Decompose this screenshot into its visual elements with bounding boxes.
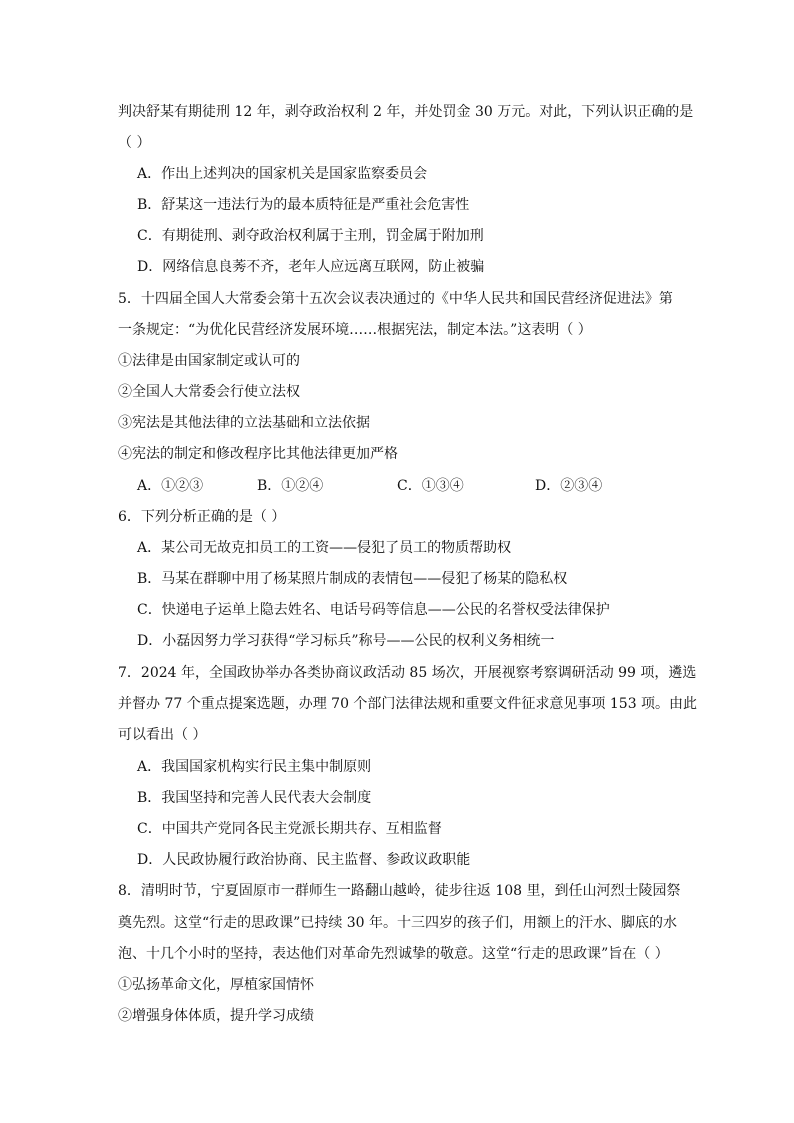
- q5-choices-row: [137, 476, 637, 496]
- q5-choice-a: A．①②③: [137, 478, 204, 494]
- q7-option-c: C．中国共产党同各民主党派长期共存、互相监督: [137, 821, 442, 837]
- q6-option-b: B．马某在群聊中用了杨某照片制成的表情包——侵犯了杨某的隐私权: [137, 571, 568, 587]
- q8-stem-line-2: 奠先烈。这堂“行走的思政课”已持续 30 年。十三四岁的孩子们，用额上的汗水、脚底的水: [118, 915, 678, 931]
- q5-statement-3: ③宪法是其他法律的立法基础和立法依据: [118, 415, 370, 431]
- q7-stem-line-2: 并督办 77 个重点提案选题，办理 70 个部门法律法规和重要文件征求意见事项 153 项。由此: [118, 696, 698, 712]
- q4-stem-line-1: 判决舒某有期徒刑 12 年，剥夺政治权利 2 年，并处罚金 30 万元。对此，下列认识正确的是: [118, 104, 694, 120]
- q4-stem-line-2: （ ）: [118, 135, 151, 151]
- q8-stem-line-1: 8．清明时节，宁夏固原市一群师生一路翻山越岭，徒步往返 108 里，到任山河烈士陵园祭: [118, 883, 681, 899]
- q4-option-a: A．作出上述判决的国家机关是国家监察委员会: [137, 166, 428, 182]
- q6-stem-line-1: 6．下列分析正确的是（ ）: [118, 509, 286, 525]
- q5-statement-4: ④宪法的制定和修改程序比其他法律更加严格: [118, 446, 398, 462]
- q7-stem-line-3: 可以看出（ ）: [118, 727, 207, 743]
- q7-option-d: D．人民政协履行政治协商、民主监督、参政议政职能: [137, 852, 471, 868]
- q6-option-c: C．快递电子运单上隐去姓名、电话号码等信息——公民的名誉权受法律保护: [137, 602, 610, 618]
- q5-choice-b: B．①②④: [257, 478, 324, 494]
- q7-option-a: A．我国国家机构实行民主集中制原则: [137, 759, 372, 775]
- q4-option-c: C．有期徒刑、剥夺政治权利属于主刑，罚金属于附加刑: [137, 228, 484, 244]
- q8-statement-2: ②增强身体体质，提升学习成绩: [118, 1008, 314, 1024]
- q8-stem-line-3: 泡、十几个小时的坚持，表达他们对革命先烈诚挚的敬意。这堂“行走的思政课”旨在（ ）: [118, 946, 669, 962]
- q4-option-b: B．舒某这一违法行为的最本质特征是严重社会危害性: [137, 197, 470, 213]
- q7-option-b: B．我国坚持和完善人民代表大会制度: [137, 790, 372, 806]
- q5-stem-line-1: 5．十四届全国人大常委会第十五次会议表决通过的《中华人民共和国民营经济促进法》第: [118, 291, 673, 307]
- q7-stem-line-1: 7．2024 年，全国政协举办各类协商议政活动 85 场次，开展视察考察调研活动 99 项，遴选: [118, 665, 697, 681]
- q6-option-a: A．某公司无故克扣员工的工资——侵犯了员工的物质帮助权: [137, 540, 512, 556]
- q5-choice-d: D．②③④: [535, 478, 603, 494]
- q6-option-d: D．小磊因努力学习获得“学习标兵”称号——公民的权利义务相统一: [137, 633, 555, 649]
- q4-option-d: D．网络信息良莠不齐，老年人应远离互联网，防止被骗: [137, 259, 485, 275]
- q5-choice-c: C．①③④: [397, 478, 464, 494]
- q5-stem-line-2: 一条规定：“为优化民营经济发展环境……根据宪法，制定本法。”这表明（ ）: [118, 322, 592, 338]
- q5-statement-2: ②全国人大常委会行使立法权: [118, 384, 300, 400]
- q5-statement-1: ①法律是由国家制定或认可的: [118, 353, 300, 369]
- q8-statement-1: ①弘扬革命文化，厚植家国情怀: [118, 977, 314, 993]
